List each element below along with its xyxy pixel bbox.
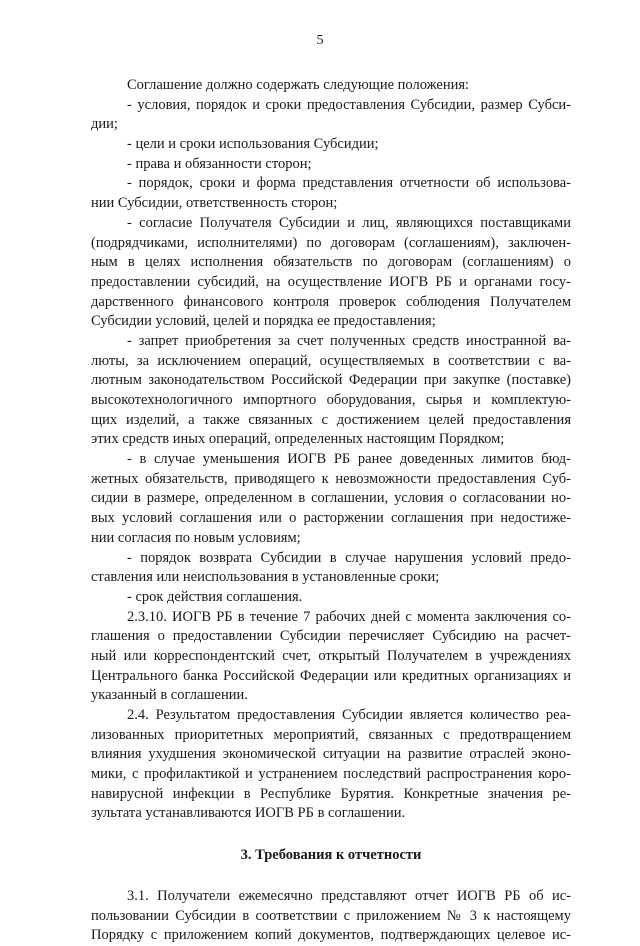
page-number: 5: [316, 33, 324, 48]
text-line: - цели и сроки использования Субсидии;: [127, 136, 379, 153]
text-line: лизованных приоритетных мероприятий, связанных с предотвращением: [91, 726, 571, 743]
text-line: - порядок возврата Субсидии в случае нарушения условий предо-: [127, 549, 571, 566]
text-line: люты, за исключением операций, осуществляемых в соответствии с ва-: [91, 352, 571, 369]
section-heading: 3. Требования к отчетности: [240, 847, 422, 864]
text-line: вых условий соглашения или о расторжении соглашения при недостиже-: [91, 510, 571, 527]
text-line: - срок действия соглашения.: [127, 588, 303, 605]
text-line: ным в целях исполнения обязательств по договорам (соглашениям) о: [91, 254, 571, 271]
text-line: дарственного финансового контроля проверок соблюдения Получателем: [91, 293, 571, 310]
text-line: навирусной инфекции в Республике Бурятия. Конкретные значения ре-: [91, 785, 571, 802]
text-line: сидии в размере, определенном в соглашении, условия о согласовании но-: [91, 490, 571, 507]
text-line: зультата устанавливаются ИОГВ РБ в соглашении.: [91, 805, 406, 822]
text-line: мики, с профилактикой и устранением последствий распространения коро-: [91, 766, 571, 783]
text-line: - в случае уменьшения ИОГВ РБ ранее доведенных лимитов бюд-: [127, 451, 571, 468]
text-line: дии;: [91, 116, 118, 133]
text-line: жетных обязательств, приводящего к невозможности предоставления Суб-: [91, 470, 571, 487]
text-line: - согласие Получателя Субсидии и лиц, являющихся поставщиками: [127, 214, 571, 231]
text-line: - порядок, сроки и форма представления отчетности об использова-: [127, 175, 571, 192]
text-line: - права и обязанности сторон;: [127, 155, 312, 172]
text-line: Порядку с приложением копий документов, подтверждающих целевое ис-: [91, 927, 571, 944]
text-line: нии Субсидии, ответственность сторон;: [91, 195, 338, 212]
text-line: Центрального банка Российской Федерации или кредитных организациях и: [91, 667, 571, 684]
text-line: влияния ухудшения экономической ситуации на развитие отраслей эконо-: [91, 746, 571, 763]
text-line: глашения о предоставлении Субсидии перечисляет Субсидию на расчет-: [91, 628, 571, 645]
text-line: - запрет приобретения за счет полученных средств иностранной ва-: [127, 332, 571, 349]
text-line: предоставлении субсидий, на осуществление ИОГВ РБ и органами госу-: [91, 273, 571, 290]
text-line: ный или корреспондентский счет, открытый Получателем в учреждениях: [91, 647, 571, 664]
text-line: 3.1. Получатели ежемесячно представляют отчет ИОГВ РБ об ис-: [127, 887, 571, 904]
text-line: пользовании Субсидии в соответствии с приложением № 3 к настоящему: [91, 907, 571, 924]
text-line: нии согласия по новым условиям;: [91, 529, 301, 546]
text-line: - условия, порядок и сроки предоставления Субсидии, размер Субси-: [127, 96, 571, 113]
text-line: щих изделий, а также связанных с достижением целей предоставления: [91, 411, 571, 428]
text-line: этих средств иных операций, определенных настоящим Порядком;: [91, 431, 505, 448]
text-line: Субсидии условий, целей и порядка ее предоставления;: [91, 313, 436, 330]
document-body: [91, 76, 571, 946]
text-line: Соглашение должно содержать следующие положения:: [127, 77, 470, 93]
text-line: высокотехнологичного импортного оборудования, сырья и комплектую-: [91, 392, 571, 408]
text-line: 2.3.10. ИОГВ РБ в течение 7 рабочих дней с момента заключения со-: [127, 608, 571, 625]
text-line: (подрядчиками, исполнителями) по договорам (соглашениям), заключен-: [91, 234, 571, 251]
text-line: указанный в соглашении.: [91, 687, 248, 704]
text-line: ставления или неиспользования в установленные сроки;: [91, 569, 440, 586]
text-line: 2.4. Результатом предоставления Субсидии является количество реа-: [127, 707, 571, 723]
text-line: лютным законодательством Российской Федерации при закупке (поставке): [91, 372, 571, 389]
